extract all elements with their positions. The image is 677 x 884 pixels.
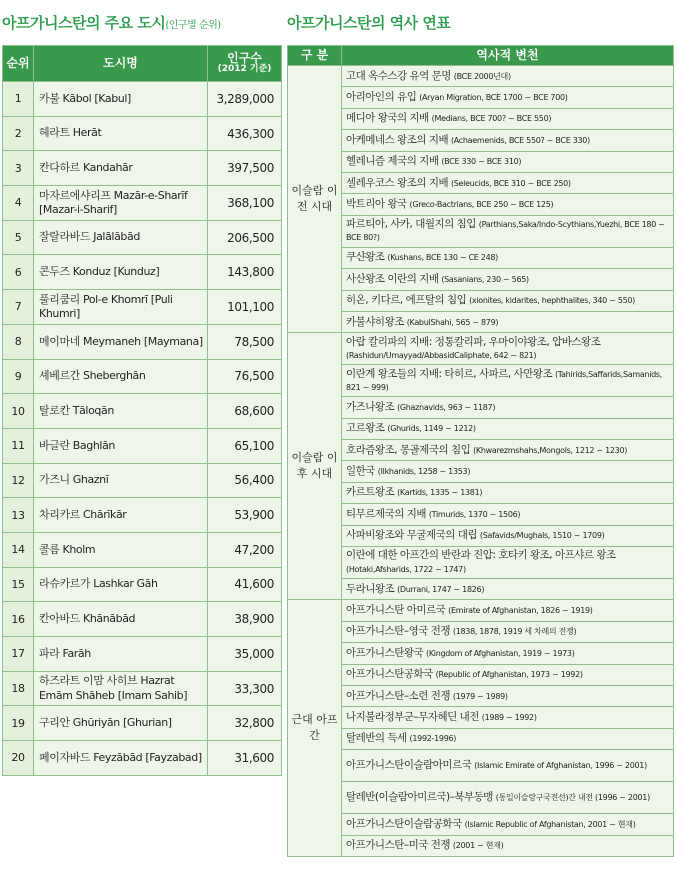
history-header-row [288, 46, 674, 66]
city-name: 바글란 Baghlān [34, 428, 208, 463]
event-name: 아프가니스탄–미국 전쟁 [346, 839, 451, 852]
city-rank: 7 [3, 290, 34, 325]
event-detail: (Ghurids, 1149 ~ 1212) [387, 424, 476, 434]
event-detail: (xionites, kidarites, hephthalites, 340 ~ 550) [469, 296, 636, 306]
history-table [287, 45, 674, 857]
table-row [288, 685, 674, 706]
event-name: 파르티아, 사카, 대월지의 침입 [346, 218, 476, 231]
history-event [342, 750, 674, 782]
city-pop: 368,100 [208, 186, 282, 221]
table-row [288, 814, 674, 835]
table-row [288, 461, 674, 482]
event-detail: (Aryan Migration, BCE 1700 ~ BCE 700) [419, 93, 568, 103]
city-name: 콜름 Kholm [34, 532, 208, 567]
table-row [3, 637, 282, 672]
table-row [288, 504, 674, 525]
table-row [288, 333, 674, 365]
event-name: 가즈나왕조 [346, 400, 395, 413]
table-row [288, 215, 674, 247]
table-row [3, 220, 282, 255]
event-detail: (1979 ~ 1989) [452, 691, 508, 701]
history-event [342, 621, 674, 642]
header-events: 역사적 변천 [342, 46, 674, 66]
city-name: 잘랄라바드 Jalālābād [34, 220, 208, 255]
history-event [342, 66, 674, 87]
city-pop: 65,100 [208, 428, 282, 463]
event-name: 고르왕조 [346, 422, 385, 435]
city-name: 하즈라트 이맘 사히브 Hazrat Emām Shāheb [Imam Sahib] [34, 671, 208, 706]
table-row [288, 87, 674, 108]
event-name: 탈레반의 득세 [346, 732, 407, 745]
table-row [288, 579, 674, 600]
history-event [342, 151, 674, 172]
header-population-label: 인구수 [227, 50, 262, 65]
city-rank: 11 [3, 428, 34, 463]
table-row [3, 255, 282, 290]
history-event [342, 728, 674, 749]
city-pop: 68,600 [208, 394, 282, 429]
table-row [3, 324, 282, 359]
event-detail: (Seleucids, BCE 310 ~ BCE 250) [450, 178, 571, 188]
table-row [288, 108, 674, 129]
city-name: 카불 Kābol [Kabul] [34, 82, 208, 117]
city-rank: 4 [3, 186, 34, 221]
table-row [3, 498, 282, 533]
event-name: 아프가니스탄이슬람아미르국 [346, 759, 472, 772]
history-event [342, 418, 674, 439]
event-name: 아케메네스 왕조의 지배 [346, 133, 449, 146]
table-row [288, 365, 674, 397]
event-detail: (Timurids, 1370 ~ 1506) [428, 509, 521, 519]
history-event [342, 707, 674, 728]
table-row [288, 664, 674, 685]
event-detail: (Islamic Republic of Afghanistan, 2001 ~ 현재) [464, 819, 636, 829]
event-detail: (1838, 1878, 1919 세 차례의 전쟁) [452, 627, 577, 637]
city-rank: 16 [3, 602, 34, 637]
event-detail: (Sasanians, 230 ~ 565) [441, 274, 529, 284]
city-pop: 397,500 [208, 151, 282, 186]
city-pop: 35,000 [208, 637, 282, 672]
city-rank: 15 [3, 567, 34, 602]
event-detail: (Republic of Afghanistan, 1973 ~ 1992) [435, 670, 583, 680]
event-detail: (Kartids, 1335 ~ 1381) [397, 488, 483, 498]
table-row [3, 428, 282, 463]
event-name: 아프가니스탄–소련 전쟁 [346, 689, 451, 702]
history-event [342, 482, 674, 503]
city-name: 메이마네 Meymaneh [Maymana] [34, 324, 208, 359]
history-event [342, 365, 674, 397]
history-event [342, 87, 674, 108]
event-detail: (통일이슬람구국전선)간 내전 (1996 ~ 2001) [495, 793, 650, 803]
history-event [342, 194, 674, 215]
header-population [208, 46, 282, 82]
history-event [342, 504, 674, 525]
table-row [3, 186, 282, 221]
header-population-note: (2012 기준) [217, 64, 272, 75]
city-rank: 17 [3, 637, 34, 672]
history-event [342, 814, 674, 835]
city-pop: 206,500 [208, 220, 282, 255]
history-event [342, 290, 674, 311]
history-table-title: 아프가니스탄의 역사 연표 [287, 14, 451, 32]
table-row [288, 247, 674, 268]
table-row [288, 397, 674, 418]
city-pop: 76,500 [208, 359, 282, 394]
event-name: 아프가니스탄–영국 전쟁 [346, 625, 451, 638]
city-rank: 13 [3, 498, 34, 533]
city-name: 풀리쿰리 Pol-e Khomrī [Puli Khumri] [34, 290, 208, 325]
event-detail: (Greco-Bactrians, BCE 250 ~ BCE 125) [409, 199, 554, 209]
history-event [342, 835, 674, 856]
city-name: 페이자바드 Feyzābād [Fayzabad] [34, 741, 208, 776]
city-rank: 1 [3, 82, 34, 117]
event-detail: (Ilkhanids, 1258 ~ 1353) [377, 467, 471, 477]
city-pop: 3,289,000 [208, 82, 282, 117]
history-event [342, 440, 674, 461]
table-row [288, 66, 674, 87]
table-row [288, 311, 674, 332]
city-name: 콘두즈 Konduz [Kunduz] [34, 255, 208, 290]
event-detail: (Kingdom of Afghanistan, 1919 ~ 1973) [426, 648, 575, 658]
city-name: 라슈카르가 Lashkar Gāh [34, 567, 208, 602]
history-event [342, 525, 674, 546]
event-detail: (BCE 2000년대) [453, 71, 511, 81]
city-rank: 6 [3, 255, 34, 290]
event-detail: (2001 ~ 현재) [452, 841, 504, 851]
event-name: 탈레반(이슬람아미르국)–북부동맹 [346, 791, 493, 804]
table-row [288, 600, 674, 621]
history-event [342, 600, 674, 621]
event-name: 히온, 키다르, 에프탈의 침입 [346, 294, 467, 307]
city-name: 칸아바드 Khānābād [34, 602, 208, 637]
event-name: 아프가니스탄이슬람공화국 [346, 817, 462, 830]
history-event [342, 685, 674, 706]
city-name: 구리안 Ghūriyān [Ghurian] [34, 706, 208, 741]
history-event [342, 215, 674, 247]
event-name: 아프가니스탄 아미르국 [346, 604, 446, 617]
table-row [288, 269, 674, 290]
event-name: 박트리아 왕국 [346, 197, 407, 210]
city-pop: 33,300 [208, 671, 282, 706]
cities-table-title [2, 12, 221, 33]
city-name: 칸다하르 Kandahār [34, 151, 208, 186]
city-rank: 5 [3, 220, 34, 255]
event-detail: (Khwarezmshahs,Mongols, 1212 ~ 1230) [473, 445, 628, 455]
event-name: 사산왕조 이란의 지배 [346, 272, 439, 285]
table-row [288, 130, 674, 151]
event-detail: (Hotaki,Afsharids, 1722 ~ 1747) [346, 564, 466, 574]
event-name: 헬레니즘 제국의 지배 [346, 155, 439, 168]
table-row [288, 440, 674, 461]
table-row [288, 151, 674, 172]
event-detail: (1992-1996) [409, 734, 457, 744]
table-row [3, 394, 282, 429]
cities-title-main: 아프가니스탄의 주요 도시 [2, 14, 166, 32]
header-city-name: 도시명 [34, 46, 208, 82]
city-rank: 12 [3, 463, 34, 498]
table-row [288, 547, 674, 579]
event-name: 이란계 왕조들의 지배: 타히르, 사파르, 사만왕조 [346, 367, 553, 380]
event-detail: (Tahirids,Saffarids,Samanids, 821 ~ 999) [346, 369, 663, 392]
city-name: 마자르에샤리프 Mazār-e-Sharīf [Mazar-i-Sharif] [34, 186, 208, 221]
era-label: 근대 아프간 [288, 600, 342, 857]
event-name: 카불샤히왕조 [346, 315, 404, 328]
history-event [342, 247, 674, 268]
history-event [342, 130, 674, 151]
city-pop: 41,600 [208, 567, 282, 602]
cities-table-body [3, 82, 282, 776]
cities-title-sub: (인구별 순위) [165, 20, 221, 31]
table-row [288, 482, 674, 503]
city-pop: 143,800 [208, 255, 282, 290]
history-event [342, 333, 674, 365]
city-name: 파라 Farāh [34, 637, 208, 672]
event-name: 아리아인의 유입 [346, 91, 417, 104]
city-rank: 18 [3, 671, 34, 706]
history-event [342, 397, 674, 418]
event-name: 카르트왕조 [346, 486, 395, 499]
event-detail: (Parthians,Saka/Indo-Scythians,Yuezhi, BCE 180 ~ BCE 80?) [346, 220, 665, 243]
table-row [288, 750, 674, 782]
table-row [3, 706, 282, 741]
city-pop: 78,500 [208, 324, 282, 359]
city-rank: 3 [3, 151, 34, 186]
event-detail: (KabulShahi, 565 ~ 879) [406, 317, 499, 327]
city-pop: 38,900 [208, 602, 282, 637]
city-pop: 101,100 [208, 290, 282, 325]
city-pop: 31,600 [208, 741, 282, 776]
event-name: 사파비왕조와 무굴제국의 대립 [346, 529, 478, 542]
history-event [342, 461, 674, 482]
event-name: 아프가니스탄공화국 [346, 668, 433, 681]
history-event [342, 643, 674, 664]
table-row [288, 621, 674, 642]
event-name: 쿠샨왕조 [346, 251, 385, 264]
history-event [342, 172, 674, 193]
table-row [288, 728, 674, 749]
era-label: 이슬람 이전 시대 [288, 66, 342, 333]
event-detail: (Rashidun/Umayyad/AbbasidCaliphate, 642 ~ 821) [346, 350, 537, 360]
history-event [342, 664, 674, 685]
city-rank: 2 [3, 116, 34, 151]
header-era: 구 분 [288, 46, 342, 66]
table-row [288, 707, 674, 728]
city-rank: 9 [3, 359, 34, 394]
city-pop: 47,200 [208, 532, 282, 567]
event-detail: (Medians, BCE 700? ~ BCE 550) [431, 114, 552, 124]
event-detail: (Islamic Emirate of Afghanistan, 1996 ~ 2001) [474, 761, 647, 771]
city-rank: 14 [3, 532, 34, 567]
table-row [288, 172, 674, 193]
city-rank: 20 [3, 741, 34, 776]
table-row [3, 463, 282, 498]
city-rank: 10 [3, 394, 34, 429]
table-row [288, 643, 674, 664]
event-detail: (BCE 330 ~ BCE 310) [441, 157, 522, 167]
event-name: 나지불라정부군–무자헤딘 내전 [346, 711, 479, 723]
city-pop: 56,400 [208, 463, 282, 498]
city-pop: 32,800 [208, 706, 282, 741]
city-name: 셰베르간 Sheberghān [34, 359, 208, 394]
history-event [342, 782, 674, 814]
city-name: 탈로칸 Tāloqān [34, 394, 208, 429]
event-name: 셀레우코스 왕조의 지배 [346, 176, 449, 189]
table-row [288, 418, 674, 439]
city-pop: 436,300 [208, 116, 282, 151]
table-row [288, 835, 674, 856]
table-row [3, 290, 282, 325]
table-row [288, 290, 674, 311]
table-row [3, 671, 282, 706]
city-name: 헤라트 Herāt [34, 116, 208, 151]
event-name: 아랍 칼리파의 지배: 정통칼리파, 우마이야왕조, 압바스왕조 [346, 335, 601, 348]
table-row [3, 359, 282, 394]
event-name: 아프가니스탄왕국 [346, 646, 424, 659]
event-name: 고대 옥수스강 유역 문명 [346, 69, 451, 82]
event-detail: (Emirate of Afghanistan, 1826 ~ 1919) [448, 606, 593, 616]
history-event [342, 269, 674, 290]
table-row [3, 602, 282, 637]
table-row [288, 525, 674, 546]
history-table-body [288, 66, 674, 857]
table-row [3, 532, 282, 567]
event-detail: (Achaemenids, BCE 550? ~ BCE 330) [450, 135, 590, 145]
event-detail: (1989 ~ 1992) [481, 713, 537, 722]
table-row [3, 116, 282, 151]
event-name: 두라니왕조 [346, 582, 395, 595]
event-detail: (Safavids/Mughals, 1510 ~ 1709) [479, 531, 605, 541]
era-label: 이슬람 이후 시대 [288, 333, 342, 600]
header-rank: 순위 [3, 46, 34, 82]
event-detail: (Kushans, BCE 130 ~ CE 248) [387, 253, 498, 263]
history-event [342, 579, 674, 600]
event-name: 이란에 대한 아프간의 반란과 진압: 호타키 왕조, 아프샤르 왕조 [346, 549, 616, 562]
city-name: 차리카르 Chārīkār [34, 498, 208, 533]
cities-header-row [3, 46, 282, 82]
city-rank: 8 [3, 324, 34, 359]
event-detail: (Ghaznavids, 963 ~ 1187) [397, 402, 496, 412]
history-event [342, 311, 674, 332]
event-name: 일한국 [346, 465, 375, 478]
table-row [288, 194, 674, 215]
event-detail: (Durrani, 1747 ~ 1826) [397, 584, 485, 594]
history-event [342, 108, 674, 129]
city-pop: 53,900 [208, 498, 282, 533]
event-name: 메디아 왕국의 지배 [346, 112, 429, 125]
history-event [342, 547, 674, 579]
table-row [288, 782, 674, 814]
table-row [3, 567, 282, 602]
table-row [3, 82, 282, 117]
table-row [3, 151, 282, 186]
event-name: 티무르제국의 지배 [346, 507, 426, 520]
event-name: 호라즘왕조, 몽골제국의 침입 [346, 443, 471, 456]
city-name: 가즈니 Ghaznī [34, 463, 208, 498]
city-rank: 19 [3, 706, 34, 741]
table-row [3, 741, 282, 776]
cities-table [2, 45, 282, 776]
